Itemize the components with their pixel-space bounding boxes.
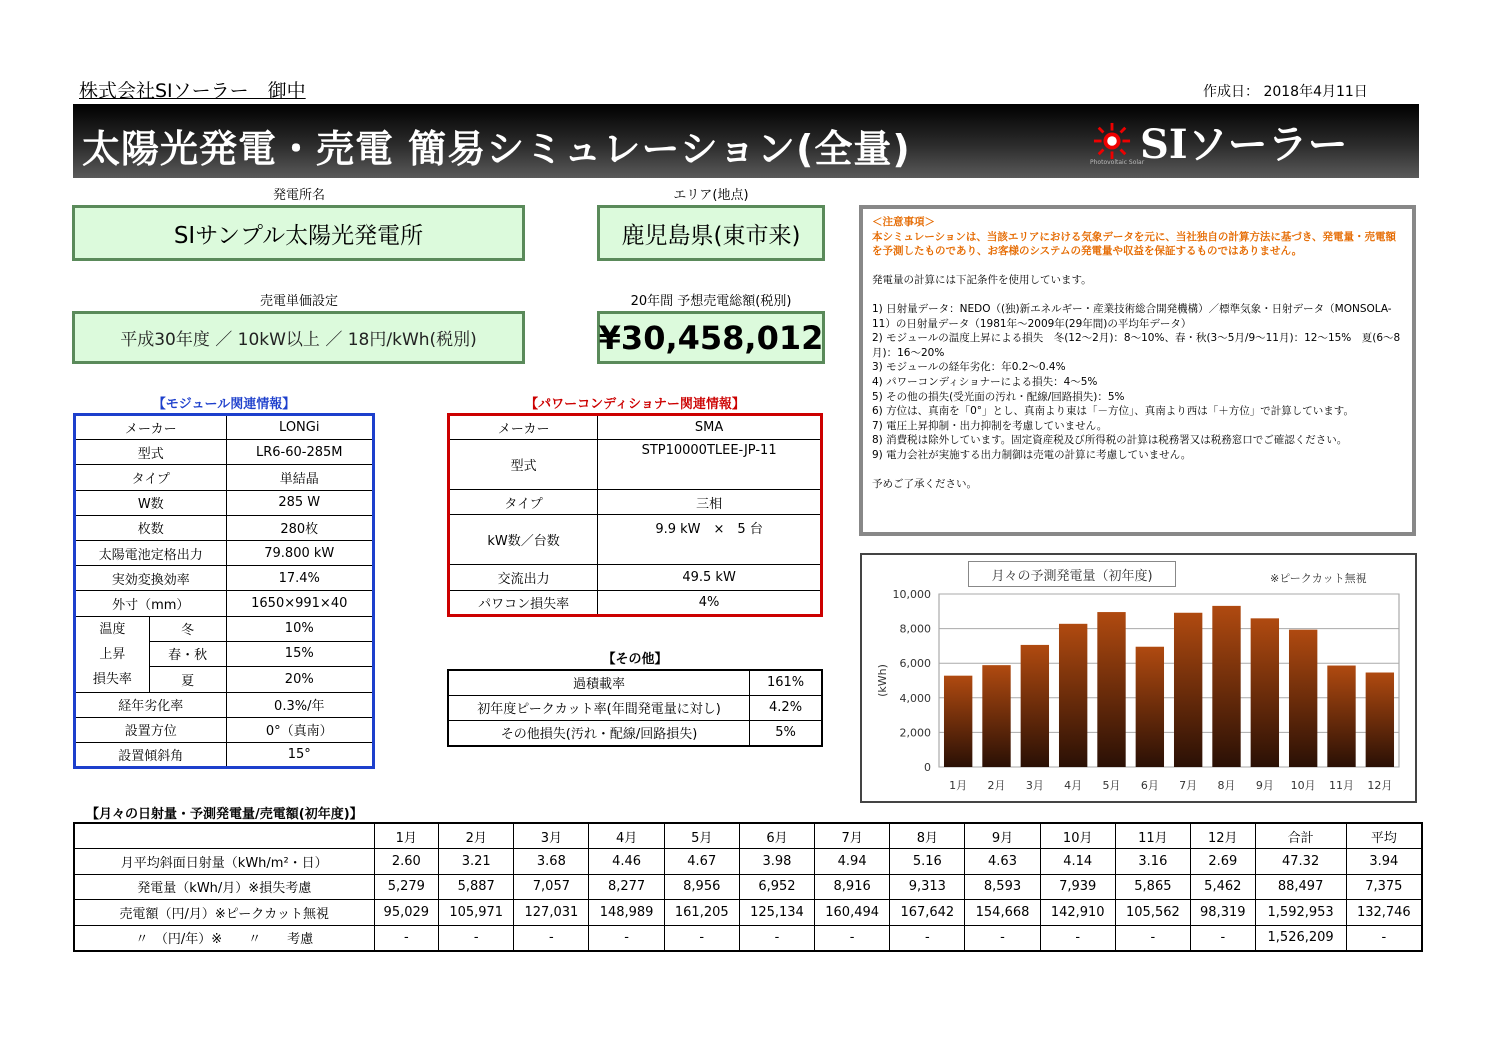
module-size: 1650×991×40 xyxy=(226,591,373,616)
company-logo-text: SIソーラー xyxy=(1140,121,1348,168)
table-cell: 9,313 xyxy=(890,874,965,900)
table-cell: 127,031 xyxy=(514,900,589,926)
table-cell: 125,134 xyxy=(739,900,814,926)
price-box xyxy=(72,311,525,364)
column-header: 12月 xyxy=(1190,823,1255,849)
column-header: 6月 xyxy=(739,823,814,849)
column-header: 8月 xyxy=(890,823,965,849)
table-cell: 2.69 xyxy=(1190,849,1255,875)
table-cell: - xyxy=(514,925,589,951)
y-tick-label: 0 xyxy=(924,761,931,774)
tilt: 15° xyxy=(226,742,373,767)
table-cell: 1,592,953 xyxy=(1255,900,1346,926)
table-cell: 5,865 xyxy=(1115,874,1190,900)
module-section-title: 【モジュール関連情報】 xyxy=(152,397,296,412)
table-cell: 8,956 xyxy=(664,874,739,900)
overload-label: 過積載率 xyxy=(448,670,750,695)
row-label: 月平均斜面日射量（kWh/m²・日） xyxy=(74,849,374,875)
table-cell: 98,319 xyxy=(1190,900,1255,926)
area-box xyxy=(597,205,825,261)
column-header: 2月 xyxy=(439,823,514,849)
bar xyxy=(1327,666,1355,767)
aging-rate: 0.3%/年 xyxy=(226,692,373,717)
table-cell: 2.60 xyxy=(374,849,439,875)
pcs-model-label: 型式 xyxy=(449,440,598,490)
table-row xyxy=(74,849,1422,875)
module-table xyxy=(73,413,375,769)
table-cell: 4.94 xyxy=(815,849,890,875)
table-cell: 47.32 xyxy=(1255,849,1346,875)
pcs-loss: 4% xyxy=(598,590,822,615)
price-setting: 平成30年度 ／ 10kW以上 ／ 18円/kWh(税別) xyxy=(120,330,477,350)
table-row xyxy=(74,874,1422,900)
column-header: 9月 xyxy=(965,823,1040,849)
module-eff: 17.4% xyxy=(226,566,373,591)
table-cell: 132,746 xyxy=(1346,900,1422,926)
x-tick-label: 9月 xyxy=(1255,779,1274,792)
module-watt-label: W数 xyxy=(75,490,227,515)
other-section-title: 【その他】 xyxy=(602,652,668,667)
total-label: 20年間 予想売電総額(税別) xyxy=(630,294,792,309)
table-cell: 4.63 xyxy=(965,849,1040,875)
column-header: 合計 xyxy=(1255,823,1346,849)
x-tick-label: 12月 xyxy=(1367,779,1393,792)
module-model: LR6-60-285M xyxy=(226,440,373,465)
y-tick-label: 4,000 xyxy=(899,691,931,705)
table-cell: 88,497 xyxy=(1255,874,1346,900)
springfall-loss: 15% xyxy=(226,641,373,666)
x-tick-label: 6月 xyxy=(1140,779,1159,792)
column-header: 4月 xyxy=(589,823,664,849)
y-tick-label: 10,000 xyxy=(892,588,931,601)
table-cell: 5,887 xyxy=(439,874,514,900)
table-cell: 5.16 xyxy=(890,849,965,875)
tilt-label: 設置傾斜角 xyxy=(75,742,227,767)
pcs-ac-label: 交流出力 xyxy=(449,565,598,590)
table-cell: - xyxy=(1346,925,1422,951)
module-model-label: 型式 xyxy=(75,440,227,465)
bar xyxy=(1366,673,1394,767)
x-tick-label: 11月 xyxy=(1329,779,1354,792)
bar xyxy=(1059,624,1087,767)
bar xyxy=(944,676,972,767)
column-header: 11月 xyxy=(1115,823,1190,849)
table-cell: 167,642 xyxy=(890,900,965,926)
table-cell: 1,526,209 xyxy=(1255,925,1346,951)
otherloss-label: その他損失(汚れ・配線/回路損失) xyxy=(448,720,750,745)
overload-rate: 161% xyxy=(750,670,822,695)
table-cell: - xyxy=(1190,925,1255,951)
table-cell: 5,462 xyxy=(1190,874,1255,900)
table-row xyxy=(74,900,1422,926)
x-tick-label: 1月 xyxy=(949,779,968,792)
y-tick-label: 8,000 xyxy=(899,622,931,636)
notes-body: 発電量の計算には下記条件を使用しています。 1) 日射量データ：NEDO（(独)新エネルギー・産業技術総合開発機構）／標準気象・日射データ（MONSOLA-11）の日射量データ（1981年～2009年(29年間)の平均年データ） 2) モジュールの温度上昇による損失 冬(12～2月)：8～10%、春・秋(3～5月/9～11月)：12～15% 夏(6～8月)：16～20% 3) モジュールの経年劣化：年0.2～0.4% 4) パワーコンディショナーによる損失：4～5% 5) その他の損失(受光面の汚れ・配線/回路損失)：5% 6) 方位は、真南を「0°」とし、真南より東は「－方位」、真南より西は「＋方位」で計算しています。 7) 電圧上昇抑制・出力抑制を考慮していません。 8) 消費税は除外しています。固定資産税及び所得税の計算は税務署又は税務窓口でご確認ください。 9) 電力会社が実施する出力制御は売電の計算に考慮していません。 予めご了承ください。 xyxy=(872,273,1401,491)
monthly-generation-chart xyxy=(862,555,1415,801)
table-cell: - xyxy=(374,925,439,951)
module-size-label: 外寸（mm） xyxy=(75,591,227,616)
column-header: 5月 xyxy=(664,823,739,849)
bar xyxy=(1021,645,1049,767)
price-label: 売電単価設定 xyxy=(259,294,338,309)
table-cell: - xyxy=(890,925,965,951)
column-header: 10月 xyxy=(1040,823,1115,849)
bar xyxy=(1212,606,1240,767)
x-tick-label: 5月 xyxy=(1102,779,1121,792)
table-cell: 160,494 xyxy=(815,900,890,926)
module-count: 280枚 xyxy=(226,515,373,540)
pcs-kw: 9.9 kW × 5 台 xyxy=(598,515,822,565)
pcs-table xyxy=(447,413,823,617)
total-box xyxy=(597,311,825,364)
x-tick-label: 10月 xyxy=(1290,779,1316,792)
other-table xyxy=(447,669,823,747)
table-cell: 3.68 xyxy=(514,849,589,875)
table-cell: 142,910 xyxy=(1040,900,1115,926)
table-cell: - xyxy=(664,925,739,951)
table-cell: 8,593 xyxy=(965,874,1040,900)
bar xyxy=(1289,630,1317,767)
page-title: 太陽光発電・売電 簡易シミュレーション(全量) xyxy=(82,127,911,171)
x-tick-label: 4月 xyxy=(1064,779,1083,792)
addressee: 株式会社SIソーラー 御中 xyxy=(79,80,306,102)
sun-logo-icon xyxy=(1093,122,1131,160)
summer-label: 夏 xyxy=(149,667,226,692)
column-header: 3月 xyxy=(514,823,589,849)
temp-loss-label: 温度 上昇 損失率 xyxy=(75,616,150,692)
module-maker: LONGi xyxy=(226,415,373,440)
area-label: エリア(地点) xyxy=(673,188,749,203)
module-count-label: 枚数 xyxy=(75,515,227,540)
bar xyxy=(982,665,1010,767)
module-rated-label: 太陽電池定格出力 xyxy=(75,540,227,565)
plant-name: SIサンプル太陽光発電所 xyxy=(173,222,424,249)
column-header: 1月 xyxy=(374,823,439,849)
module-eff-label: 実効変換効率 xyxy=(75,566,227,591)
peakcut-label: 初年度ピークカット率(年間発電量に対し) xyxy=(448,695,750,720)
peakcut-rate: 4.2% xyxy=(750,695,822,720)
azimuth-label: 設置方位 xyxy=(75,717,227,742)
total-amount: ¥30,458,012 xyxy=(598,318,824,357)
table-cell: 3.94 xyxy=(1346,849,1422,875)
pcs-kw-label: kW数／台数 xyxy=(449,515,598,565)
table-cell: - xyxy=(1040,925,1115,951)
table-cell: 3.16 xyxy=(1115,849,1190,875)
x-tick-label: 7月 xyxy=(1179,779,1198,792)
y-axis-label: (kWh) xyxy=(876,664,889,697)
table-cell: 105,971 xyxy=(439,900,514,926)
table-cell: - xyxy=(439,925,514,951)
table-cell: - xyxy=(815,925,890,951)
winter-label: 冬 xyxy=(149,616,226,641)
table-row xyxy=(74,925,1422,951)
table-cell: 8,916 xyxy=(815,874,890,900)
pcs-maker-label: メーカー xyxy=(449,415,598,440)
table-cell: - xyxy=(1115,925,1190,951)
row-label: 〃 （円/年）※ 〃 考慮 xyxy=(74,925,374,951)
table-cell: 7,057 xyxy=(514,874,589,900)
created-date: 作成日： 2018年4月11日 xyxy=(1203,84,1368,100)
azimuth: 0°（真南） xyxy=(226,717,373,742)
logo-subtext: Photovoltaic Solar xyxy=(1090,159,1145,166)
pcs-maker: SMA xyxy=(598,415,822,440)
notes-box xyxy=(859,205,1416,536)
module-rated: 79.800 kW xyxy=(226,540,373,565)
springfall-label: 春・秋 xyxy=(149,641,226,666)
table-cell: 154,668 xyxy=(965,900,1040,926)
bar xyxy=(1251,618,1279,767)
table-cell: 6,952 xyxy=(739,874,814,900)
table-cell: 3.21 xyxy=(439,849,514,875)
table-cell: 5,279 xyxy=(374,874,439,900)
table-cell: 3.98 xyxy=(739,849,814,875)
y-tick-label: 2,000 xyxy=(899,726,931,740)
pcs-ac-output: 49.5 kW xyxy=(598,565,822,590)
module-type: 単結晶 xyxy=(226,465,373,490)
table-cell: 8,277 xyxy=(589,874,664,900)
aging-label: 経年劣化率 xyxy=(75,692,227,717)
column-header: 平均 xyxy=(1346,823,1422,849)
table-cell: - xyxy=(965,925,1040,951)
pcs-type: 三相 xyxy=(598,490,822,515)
summer-loss: 20% xyxy=(226,667,373,692)
plant-label: 発電所名 xyxy=(272,188,325,203)
area-name: 鹿児島県(東市来) xyxy=(621,222,801,249)
y-tick-label: 6,000 xyxy=(899,657,931,671)
table-cell: 7,939 xyxy=(1040,874,1115,900)
bar xyxy=(1136,647,1164,767)
pcs-type-label: タイプ xyxy=(449,490,598,515)
table-cell: 148,989 xyxy=(589,900,664,926)
table-cell: 4.14 xyxy=(1040,849,1115,875)
column-header: 7月 xyxy=(815,823,890,849)
table-cell: - xyxy=(589,925,664,951)
x-tick-label: 2月 xyxy=(987,779,1006,792)
notes-warning: ＜注意事項＞ 本シミュレーションは、当該エリアにおける気象データを元に、当社独自の計算方法に基づき、発電量・売電額を予測したものであり、お客様のシステムの発電量や収益を保証するものではありません。 xyxy=(872,216,1396,258)
bar xyxy=(1097,612,1125,767)
chart-title: 月々の予測発電量（初年度) xyxy=(968,561,1176,587)
module-maker-label: メーカー xyxy=(75,415,227,440)
corner-cell xyxy=(74,823,374,849)
module-watt: 285 W xyxy=(226,490,373,515)
pcs-model: STP10000TLEE-JP-11 xyxy=(598,440,822,490)
otherloss-rate: 5% xyxy=(750,720,822,745)
bar xyxy=(1174,613,1202,767)
module-type-label: タイプ xyxy=(75,465,227,490)
row-label: 売電額（円/月）※ピークカット無視 xyxy=(74,900,374,926)
table-cell: 95,029 xyxy=(374,900,439,926)
row-label: 発電量（kWh/月）※損失考慮 xyxy=(74,874,374,900)
chart-note: ※ピークカット無視 xyxy=(1270,572,1367,585)
table-cell: 161,205 xyxy=(664,900,739,926)
monthly-section-title: 【月々の日射量・予測発電量/売電額(初年度)】 xyxy=(86,807,363,822)
table-cell: 7,375 xyxy=(1346,874,1422,900)
table-cell: - xyxy=(739,925,814,951)
x-tick-label: 3月 xyxy=(1025,779,1044,792)
winter-loss: 10% xyxy=(226,616,373,641)
x-tick-label: 8月 xyxy=(1217,779,1236,792)
table-cell: 4.67 xyxy=(664,849,739,875)
table-cell: 4.46 xyxy=(589,849,664,875)
pcs-section-title: 【パワーコンディショナー関連情報】 xyxy=(525,397,745,412)
plant-name-box xyxy=(72,205,525,261)
table-cell: 105,562 xyxy=(1115,900,1190,926)
monthly-table xyxy=(73,822,1423,952)
pcs-loss-label: パワコン損失率 xyxy=(449,590,598,615)
